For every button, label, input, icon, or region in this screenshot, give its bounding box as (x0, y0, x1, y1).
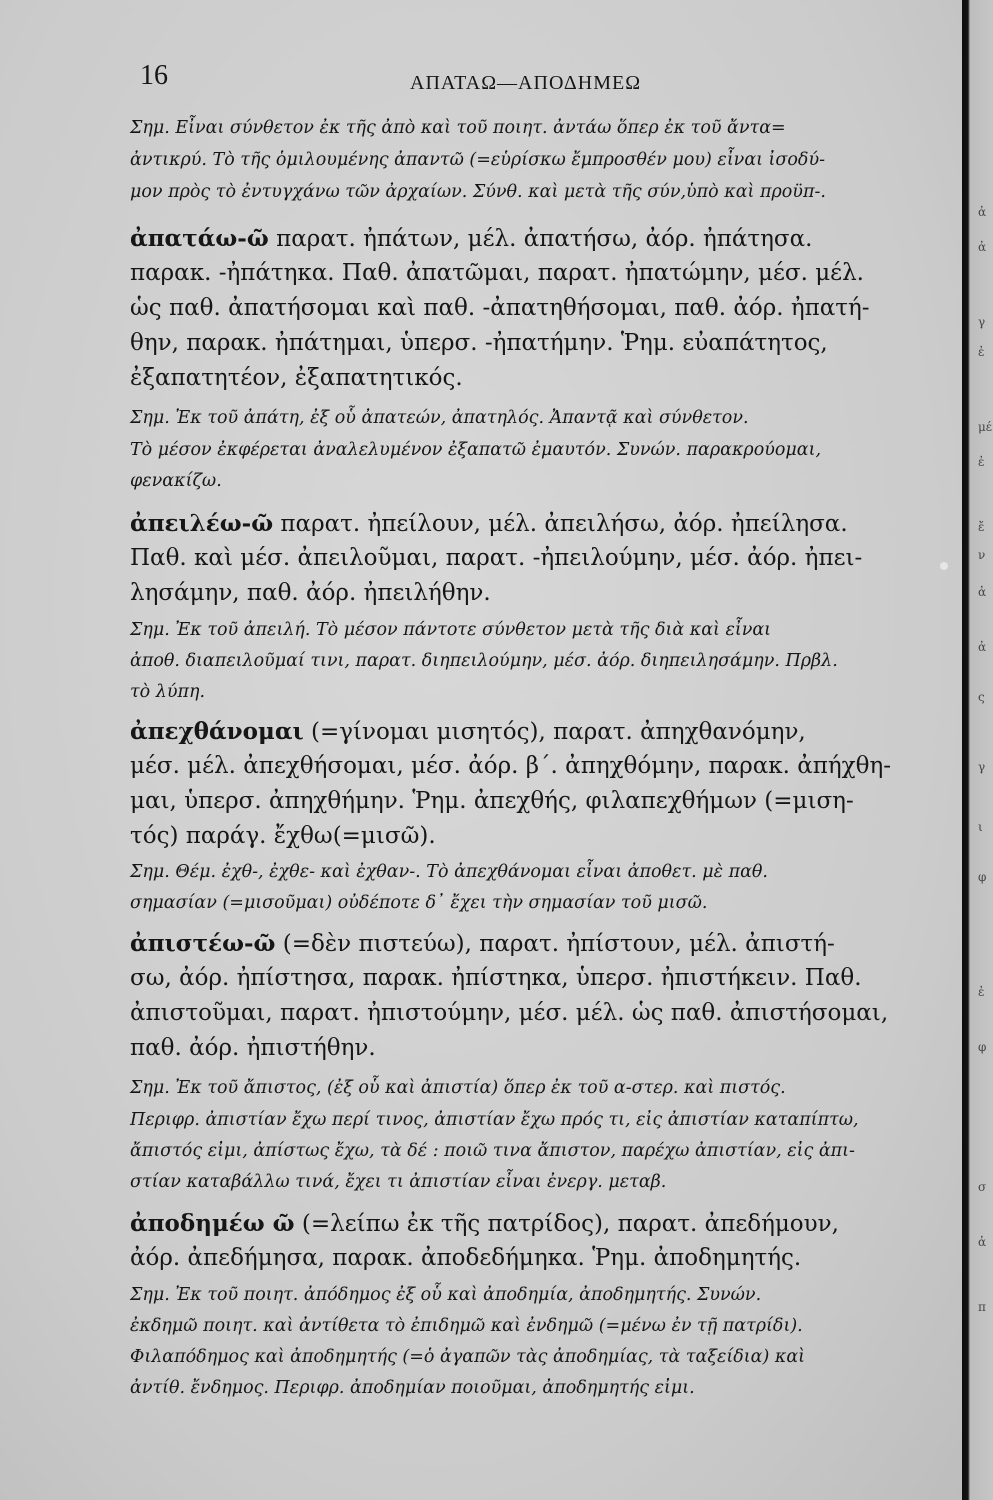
line-content: Παθ. καὶ μέσ. ἀπειλοῦμαι, παρατ. -ἠπειλούμην, μέσ. ἀόρ. ἠπει- (130, 545, 863, 571)
line-content: (=γίνομαι μισητός), παρατ. ἀπηχθανόμην, (303, 719, 806, 745)
line-text (130, 1285, 761, 1305)
facing-page-fragment: π (978, 1300, 986, 1314)
line-text (130, 580, 491, 606)
line-text (130, 1172, 666, 1192)
line-text (130, 295, 870, 321)
line-content: Σημ. Θέμ. ἐχθ-, ἐχθε- καὶ ἐχθαν-. Τὸ ἀπεχθάνομαι εἶναι ἀποθετ. μὲ παθ. (130, 862, 768, 882)
line-content: παθ. ἀόρ. ἠπιστήθην. (130, 1035, 376, 1061)
line-text (130, 1245, 801, 1271)
page-number: 16 (140, 60, 168, 91)
line-text (130, 545, 862, 571)
line-text (130, 682, 205, 702)
line-text (130, 440, 821, 460)
line-content: ἀποθ. διαπειλοῦμαί τινι, παρατ. διηπειλούμην, μέσ. ἀόρ. διηπειλησάμην. Πρβλ. (130, 651, 838, 671)
line-content: (=δὲν πιστεύω), παρατ. ἠπίστουν, μέλ. ἀπιστή- (275, 931, 835, 957)
line-text (130, 862, 768, 882)
line-text (130, 365, 463, 391)
headword: ἀποδημέω ῶ (130, 1210, 295, 1237)
line-content: Σημ. Εἶναι σύνθετον ἐκ τῆς ἀπὸ καὶ τοῦ ποιητ. ἀντάω ὅπερ ἐκ τοῦ ἄντα= (130, 118, 786, 138)
facing-page-fragment: ς (978, 690, 985, 704)
line-content: σημασίαν (=μισοῦμαι) οὐδέποτε δ᾽ ἔχει τὴν σημασίαν τοῦ μισῶ. (130, 893, 708, 913)
headword: ἀπειλέω-ῶ (130, 510, 274, 537)
line-content: φενακίζω. (130, 471, 222, 491)
facing-page-fragment: γ (978, 760, 986, 774)
line-content: ἀόρ. ἀπεδήμησα, παρακ. ἀποδεδήμηκα. Ῥημ. ἀποδημητής. (130, 1245, 802, 1271)
line-content: παρατ. ἠπάτων, μέλ. ἀπατήσω, ἀόρ. ἠπάτησα. (268, 226, 813, 252)
line-content: λησάμην, παθ. ἀόρ. ἠπειλήθην. (130, 580, 491, 606)
line-text (130, 260, 864, 286)
line-text (130, 788, 854, 814)
line-content: στίαν καταβάλλω τινά, ἔχει τι ἀπιστίαν εἶναι ἐνεργ. μεταβ. (130, 1172, 667, 1192)
line-content: παρακ. -ἠπάτηκα. Παθ. ἀπατῶμαι, παρατ. ἠπατώμην, μέσ. μέλ. (130, 260, 864, 286)
line-text (130, 620, 771, 640)
facing-page-fragment: ἀ (978, 585, 987, 599)
line-text (130, 1316, 803, 1336)
line-content: (=λείπω ἐκ τῆς πατρίδος), παρατ. ἀπεδήμουν, (294, 1211, 839, 1237)
line-text (130, 965, 862, 991)
line-content: ἐξαπατητέον, ἐξαπατητικός. (130, 365, 463, 391)
facing-page-fragment: ἀ (978, 205, 987, 219)
line-content: ἀπιστοῦμαι, παρατ. ἠπιστούμην, μέσ. μέλ. ὡς παθ. ἀπιστήσομαι, (130, 1000, 889, 1026)
line-content: ὡς παθ. ἀπατήσομαι καὶ παθ. -ἀπατηθήσομαι, παθ. ἀόρ. ἠπατή- (130, 295, 870, 321)
line-text (130, 1000, 888, 1026)
running-head: ΑΠΑΤΑΩ—ΑΠΟΔΗΜΕΩ (410, 72, 642, 94)
facing-page-fragment: ι (978, 820, 983, 834)
line-text (130, 1141, 855, 1161)
facing-page-fragment: σ (978, 1180, 987, 1194)
facing-page-fragment: μέ (978, 420, 993, 434)
facing-page-fragment: φ (978, 1040, 987, 1054)
headword: ἀπεχθάνομαι (130, 718, 304, 745)
line-text (130, 1078, 786, 1098)
line-content: ἀντίθ. ἔνδημος. Περιφρ. ἀποδημίαν ποιοῦμαι, ἀποδημητής εἰμι. (130, 1378, 695, 1398)
facing-page-fragment: ἀ (978, 240, 987, 254)
line-text (130, 182, 826, 202)
line-text (130, 510, 848, 537)
line-text (130, 651, 838, 671)
line-content: σω, ἀόρ. ἠπίστησα, παρακ. ἠπίστηκα, ὑπερσ. ἠπιστήκειν. Παθ. (130, 965, 862, 991)
facing-page-fragment: ἐ (978, 345, 985, 359)
line-text (130, 408, 749, 428)
line-text (130, 893, 707, 913)
line-text (130, 330, 828, 356)
line-text (130, 718, 806, 745)
line-content: παρατ. ἠπείλουν, μέλ. ἀπειλήσω, ἀόρ. ἠπείλησα. (273, 511, 848, 537)
line-text (130, 753, 891, 779)
line-content: Σημ. Ἐκ τοῦ ἄπιστος, (ἐξ οὗ καὶ ἀπιστία) ὅπερ ἐκ τοῦ α-στερ. καὶ πιστός. (130, 1078, 786, 1098)
facing-page-fragment: ἐ (978, 455, 985, 469)
line-content: τός) παράγ. ἔχθω(=μισῶ). (130, 823, 436, 849)
facing-page-fragment: ἔ (978, 520, 985, 534)
line-content: Σημ. Ἐκ τοῦ ἀπάτη, ἐξ οὗ ἀπατεών, ἀπατηλός. Ἀπαντᾷ καὶ σύνθετον. (130, 408, 749, 428)
line-text (130, 1210, 839, 1237)
line-content: μέσ. μέλ. ἀπεχθήσομαι, μέσ. ἀόρ. β΄. ἀπηχθόμην, παρακ. ἀπήχθη- (130, 753, 892, 779)
headword: ἀπατάω-ῶ (130, 225, 269, 252)
line-content: Σημ. Ἐκ τοῦ ἀπειλή. Τὸ μέσον πάντοτε σύνθετον μετὰ τῆς διὰ καὶ εἶναι (130, 620, 772, 640)
line-text (130, 225, 812, 252)
line-text (130, 471, 222, 491)
line-content: Περιφρ. ἀπιστίαν ἔχω περί τινος, ἀπιστίαν ἔχω πρός τι, εἰς ἀπιστίαν καταπίπτω, (130, 1110, 859, 1130)
line-content: ἄπιστός εἰμι, ἀπίστως ἔχω, τὰ δέ : ποιῶ τινα ἄπιστον, παρέχω ἀπιστίαν, εἰς ἀπι- (130, 1141, 855, 1161)
line-text (130, 1110, 859, 1130)
line-content: μαι, ὑπερσ. ἀπηχθήμην. Ῥημ. ἀπεχθής, φιλαπεχθήμων (=μιση- (130, 788, 854, 814)
line-content: ἐκδημῶ ποιητ. καὶ ἀντίθετα τὸ ἐπιδημῶ καὶ ἐνδημῶ (=μένω ἐν τῇ πατρίδι). (130, 1316, 803, 1336)
line-text (130, 1347, 805, 1367)
line-content: Φιλαπόδημος καὶ ἀποδημητής (=ὁ ἀγαπῶν τὰς ἀποδημίας, τὰ ταξείδια) καὶ (130, 1347, 806, 1367)
line-content: ἀντικρύ. Τὸ τῆς ὁμιλουμένης ἀπαντῶ (=εὑρίσκω ἔμπροσθέν μου) εἶναι ἰσοδύ- (130, 150, 825, 170)
line-content: τὸ λύπη. (130, 682, 206, 702)
line-text (130, 930, 835, 957)
headword: ἀπιστέω-ῶ (130, 930, 276, 957)
line-text (130, 823, 436, 849)
line-text (130, 150, 825, 170)
line-content: Σημ. Ἐκ τοῦ ποιητ. ἀπόδημος ἐξ οὗ καὶ ἀποδημία, ἀποδημητής. Συνών. (130, 1285, 762, 1305)
facing-page-fragment: ἀ (978, 1235, 987, 1249)
line-content: Τὸ μέσον ἐκφέρεται ἀναλελυμένον ἐξαπατῶ ἐμαυτόν. Συνών. παρακρούομαι, (130, 440, 822, 460)
line-text (130, 1035, 376, 1061)
line-content: μον πρὸς τὸ ἐντυγχάνω τῶν ἀρχαίων. Σύνθ. καὶ μετὰ τῆς σύν,ὑπὸ καὶ προϋπ-. (130, 182, 826, 202)
binding-hole (940, 562, 948, 570)
facing-page-fragment: ν (978, 548, 986, 562)
facing-page-edge (962, 0, 993, 1500)
line-text (130, 1378, 695, 1398)
facing-page-fragment: γ (978, 315, 986, 329)
facing-page-fragment: ἀ (978, 640, 987, 654)
line-content: θην, παρακ. ἠπάτημαι, ὑπερσ. -ἠπατήμην. Ῥημ. εὐαπάτητος, (130, 330, 828, 356)
line-text (130, 118, 786, 138)
facing-page-fragment: ἐ (978, 985, 985, 999)
facing-page-fragment: φ (978, 870, 987, 884)
